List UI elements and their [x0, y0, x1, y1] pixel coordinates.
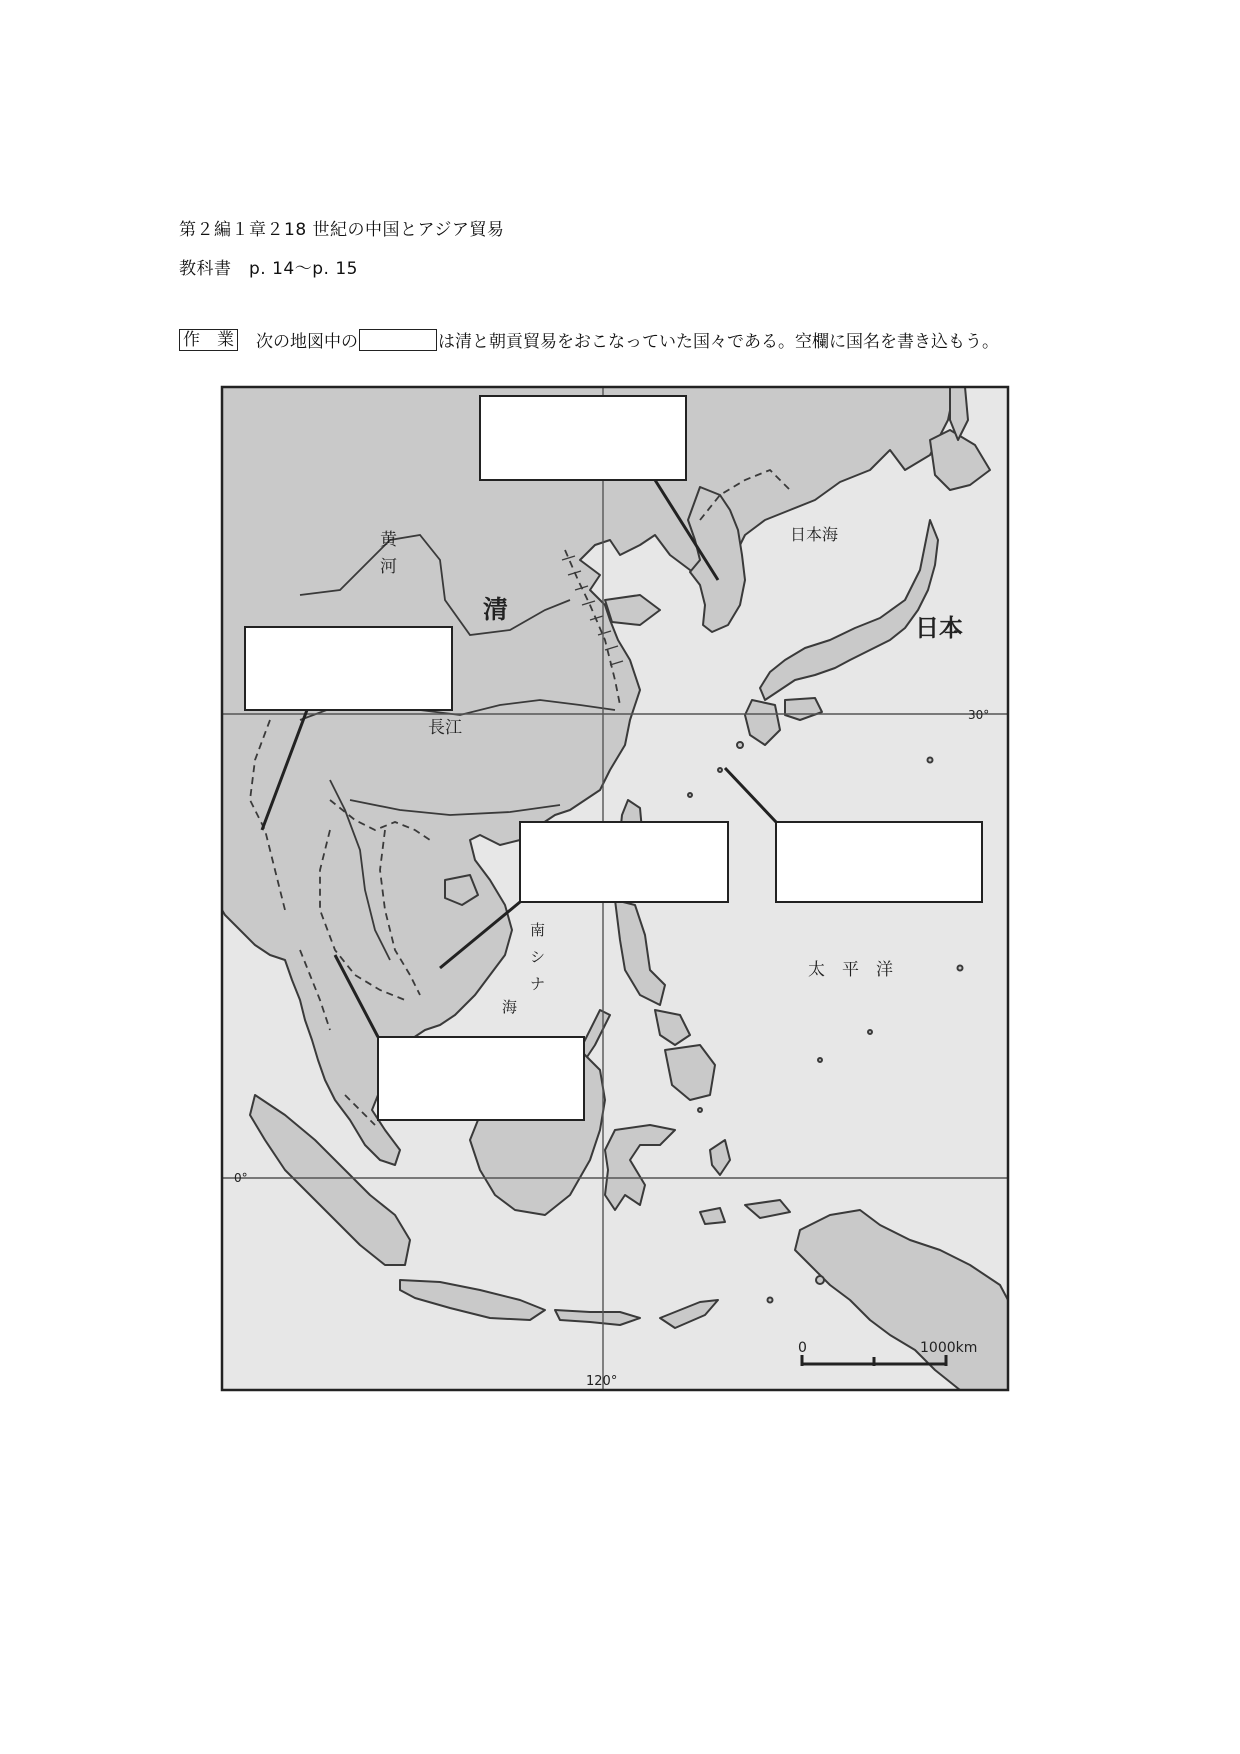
task-text-after: は清と朝貢貿易をおこなっていた国々である。空欄に国名を書き込もう。	[438, 332, 999, 352]
buru	[700, 1208, 725, 1224]
label-south-china-sea-2: シ	[530, 948, 546, 966]
label-south-china-sea-1: 南	[530, 921, 546, 939]
task-label: 作 業	[179, 329, 238, 351]
label-qing: 清	[483, 595, 509, 624]
ryukyu-islet	[688, 793, 692, 797]
answer-box-4[interactable]	[776, 822, 982, 902]
pacific-islet	[768, 1298, 773, 1303]
scale-zero-label: 0	[798, 1340, 807, 1356]
label-south-china-sea-3: ナ	[530, 975, 546, 993]
page-title: 第２編１章２18 世紀の中国とアジア貿易	[179, 220, 505, 240]
label-yellow-river-1: 黄	[380, 530, 397, 550]
label-yellow-river-2: 河	[380, 557, 397, 577]
ryukyu-islet	[737, 742, 743, 748]
task-text-before: 次の地図中の	[256, 332, 358, 352]
label-yangtze: 長江	[428, 718, 462, 738]
pacific-islet	[958, 966, 963, 971]
scale-max-label: 1000km	[920, 1340, 978, 1356]
answer-box-1[interactable]	[480, 396, 686, 480]
ryukyu-islet	[718, 768, 722, 772]
pacific-islet	[868, 1030, 872, 1034]
pacific-islet	[928, 758, 933, 763]
label-south-china-sea-4: 海	[502, 998, 518, 1016]
pacific-islet	[816, 1276, 824, 1284]
label-lat-0: 0°	[234, 1171, 248, 1185]
label-sea-of-japan: 日本海	[790, 525, 839, 544]
answer-box-3[interactable]	[520, 822, 728, 902]
label-lat-30: 30°	[968, 708, 990, 722]
answer-box-2[interactable]	[245, 627, 452, 710]
textbook-reference: 教科書 p. 14〜p. 15	[179, 259, 358, 279]
pacific-islet	[818, 1058, 822, 1062]
pacific-islet	[698, 1108, 702, 1112]
answer-box-5[interactable]	[378, 1037, 584, 1120]
label-lon-120: 120°	[586, 1374, 618, 1389]
label-japan: 日本	[915, 614, 963, 642]
label-pacific: 太 平 洋	[808, 960, 893, 980]
